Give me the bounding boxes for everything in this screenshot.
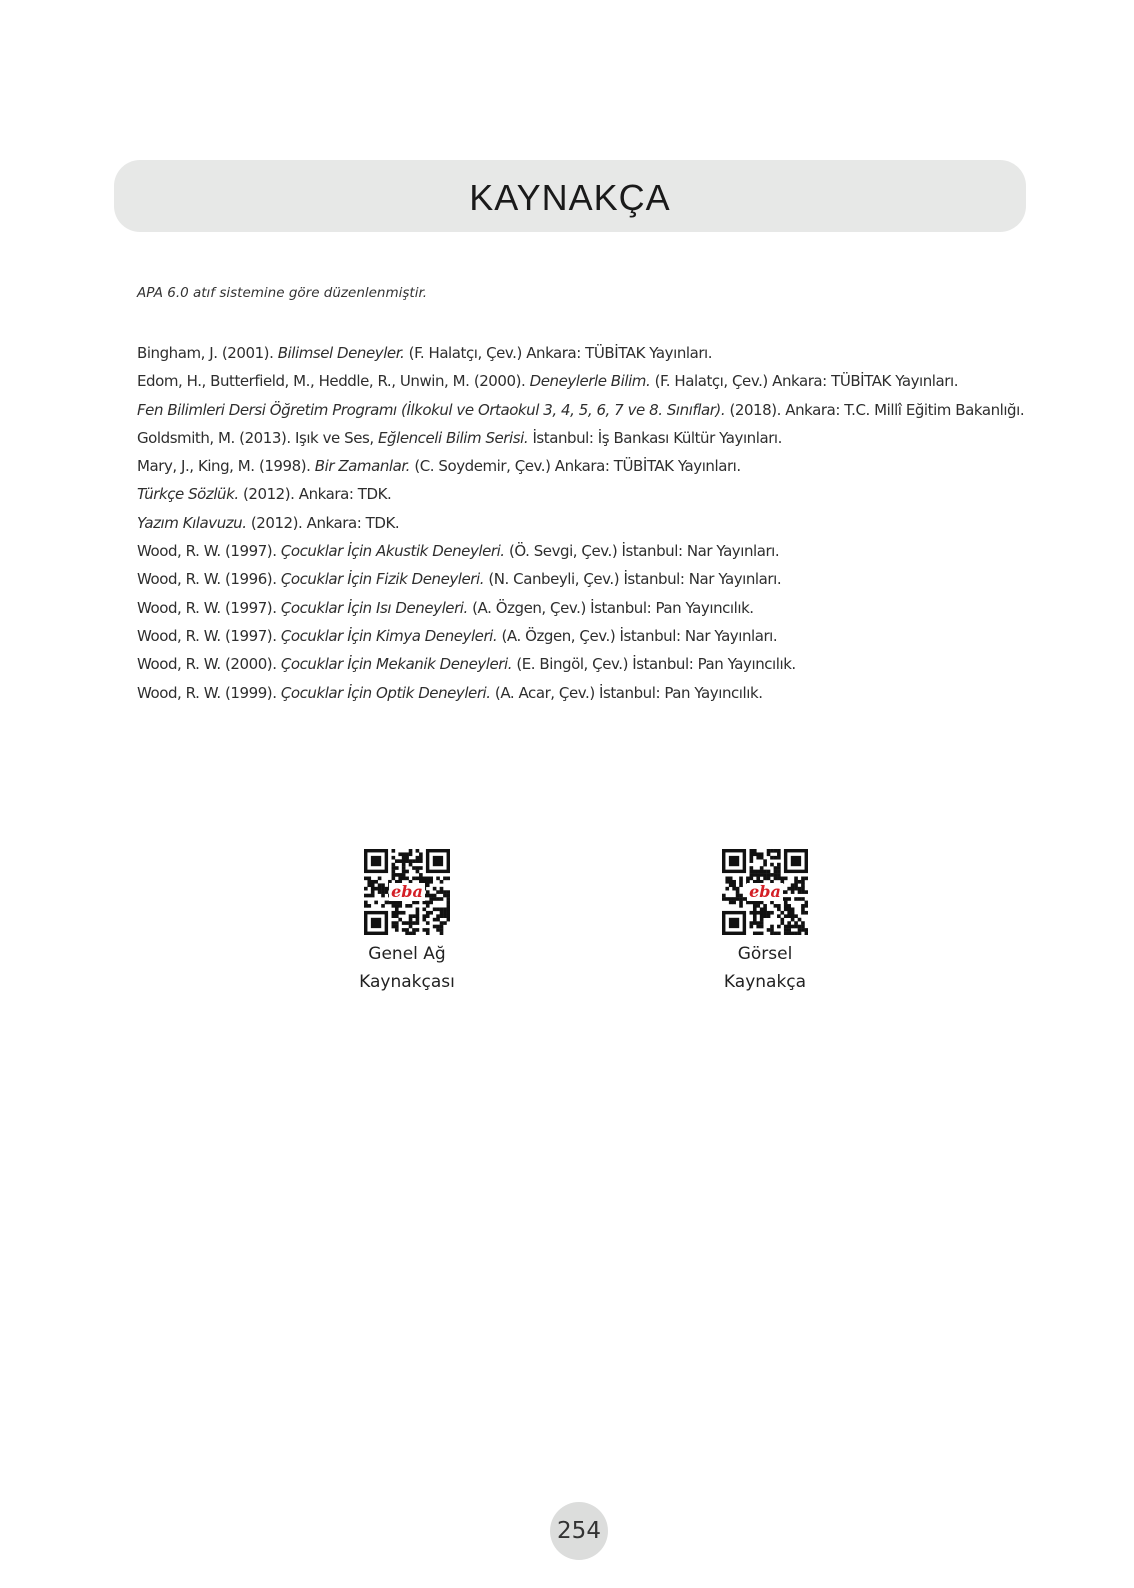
qr-general-web-references[interactable] bbox=[347, 849, 467, 996]
reference-entry: Wood, R. W. (1999). Çocuklar İçin Optik Deneyleri. (A. Acar, Çev.) İstanbul: Pan Yayıncılık. bbox=[137, 683, 763, 702]
reference-entry: Wood, R. W. (1996). Çocuklar İçin Fizik Deneyleri. (N. Canbeyli, Çev.) İstanbul: Nar Yayınları. bbox=[137, 570, 782, 589]
qr-label: Genel Ağ Kaynakçası bbox=[359, 944, 455, 992]
reference-entry: Türkçe Sözlük. (2012). Ankara: TDK. bbox=[137, 485, 392, 504]
citation-style-note: APA 6.0 atıf sistemine göre düzenlenmiştir. bbox=[137, 285, 428, 301]
title-banner bbox=[114, 160, 1026, 232]
qr-label: Görsel Kaynakça bbox=[723, 944, 807, 992]
reference-entry: Bingham, J. (2001). Bilimsel Deneyler. (F. Halatçı, Çev.) Ankara: TÜBİTAK Yayınları. bbox=[137, 344, 713, 362]
eba-logo-icon: eba bbox=[391, 882, 423, 901]
reference-entry: Fen Bilimleri Dersi Öğretim Programı (İlkokul ve Ortaokul 3, 4, 5, 6, 7 ve 8. Sınıflar). (2018). Ankara: T.C. Millî Eğitim Bakanlığı. bbox=[137, 400, 1025, 419]
reference-entry: Goldsmith, M. (2013). Işık ve Ses, Eğlenceli Bilim Serisi. İstanbul: İş Bankası Kültür Yayınları. bbox=[137, 428, 782, 447]
qr-visual-references[interactable] bbox=[705, 849, 825, 996]
reference-entry: Wood, R. W. (1997). Çocuklar İçin Isı Deneyleri. (A. Özgen, Çev.) İstanbul: Pan Yayıncılık. bbox=[137, 598, 754, 617]
reference-entry: Yazım Kılavuzu. (2012). Ankara: TDK. bbox=[137, 513, 400, 532]
reference-entry: Edom, H., Butterfield, M., Heddle, R., Unwin, M. (2000). Deneylerle Bilim. (F. Halatçı, Çev.) Ankara: TÜBİTAK Yayınları. bbox=[137, 372, 959, 391]
qr-code-icon[interactable] bbox=[364, 849, 450, 935]
reference-entry: Wood, R. W. (1997). Çocuklar İçin Kimya Deneyleri. (A. Özgen, Çev.) İstanbul: Nar Yayınları. bbox=[137, 626, 778, 645]
reference-list bbox=[137, 339, 1127, 707]
page-title: KAYNAKÇA bbox=[469, 177, 671, 218]
eba-logo-icon: eba bbox=[749, 882, 781, 901]
reference-entry: Wood, R. W. (2000). Çocuklar İçin Mekanik Deneyleri. (E. Bingöl, Çev.) İstanbul: Pan Yayıncılık. bbox=[137, 655, 796, 674]
reference-entry: Mary, J., King, M. (1998). Bir Zamanlar. (C. Soydemir, Çev.) Ankara: TÜBİTAK Yayınları. bbox=[137, 457, 741, 476]
reference-entry: Wood, R. W. (1997). Çocuklar İçin Akustik Deneyleri. (Ö. Sevgi, Çev.) İstanbul: Nar Yayınları. bbox=[137, 542, 780, 561]
qr-code-icon[interactable] bbox=[722, 849, 808, 935]
page-number-badge: 254 bbox=[550, 1502, 608, 1560]
